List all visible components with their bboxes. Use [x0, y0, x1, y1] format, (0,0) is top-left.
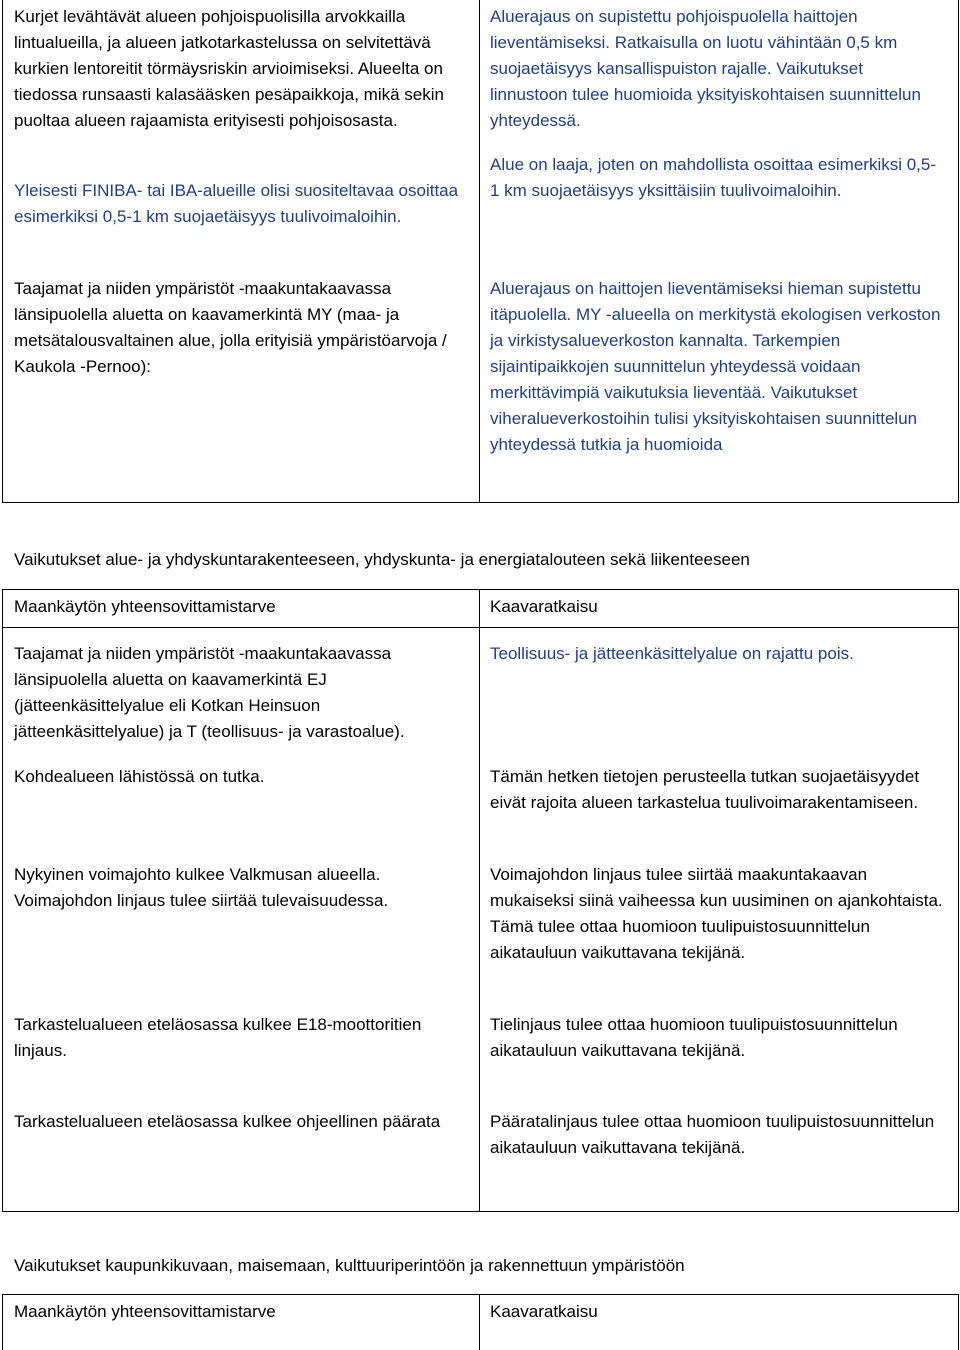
- table2-row-5-left: Tarkastelualueen eteläosassa kulkee ohjeellinen päärata: [14, 1112, 441, 1131]
- table2-border-middle: [479, 589, 480, 1212]
- table2-row-4-left: Tarkastelualueen eteläosassa kulkee E18-moottoritien linjaus.: [14, 1015, 422, 1060]
- table3-border-top: [2, 1294, 959, 1295]
- section3-heading: Vaikutukset kaupunkikuvaan, maisemaan, kulttuuriperintöön ja rakennettuun ympäristöön: [14, 1256, 685, 1275]
- table2-border-top: [2, 589, 959, 590]
- table2-row-1-left: Taajamat ja niiden ympäristöt -maakuntakaavassa länsipuolella aluetta on kaavamerkintä EJ (jätteenkäsittelyalue eli Kotkan Heinsuon jätteenkäsittelyalue) ja T (teollisuus- ja varastoalue).: [14, 644, 405, 741]
- table2-header-left: Maankäytön yhteensovittamistarve: [14, 597, 276, 616]
- table2-border-left: [2, 589, 3, 1212]
- table1-border-bottom: [2, 502, 959, 503]
- table1-border-left: [2, 0, 3, 503]
- table2-header-divider: [2, 627, 959, 628]
- table3-header-right: Kaavaratkaisu: [490, 1302, 598, 1321]
- table2-header-right: Kaavaratkaisu: [490, 597, 598, 616]
- table3-header-left: Maankäytön yhteensovittamistarve: [14, 1302, 276, 1321]
- table3-border-middle: [479, 1294, 480, 1350]
- table1-right-para-1: Aluerajaus on supistettu pohjoispuolella haittojen lieventämiseksi. Ratkaisulla on luotu vähintään 0,5 km suojaetäisyys kansallispuiston rajalle. Vaikutukset linnustoon tulee huomioida yksityiskohtaisen suunnittelun yhteydessä.: [490, 7, 921, 130]
- table2-border-bottom: [2, 1211, 959, 1212]
- table1-border-right: [958, 0, 959, 503]
- table2-row-3-left: Nykyinen voimajohto kulkee Valkmusan alueella. Voimajohdon linjaus tulee siirtää tulevaisuudessa.: [14, 865, 389, 910]
- table2-row-1-right: Teollisuus- ja jätteenkäsittelyalue on rajattu pois.: [490, 644, 854, 663]
- table1-left-para-3: Taajamat ja niiden ympäristöt -maakuntakaavassa länsipuolella aluetta on kaavamerkintä MY (maa- ja metsätalousvaltainen alue, jolla erityisiä ympäristöarvoja / Kaukola -Pernoo):: [14, 279, 447, 376]
- table2-border-right: [958, 589, 959, 1212]
- table2-row-5-right: Pääratalinjaus tulee ottaa huomioon tuulipuistosuunnittelun aikatauluun vaikuttavana tekijänä.: [490, 1112, 935, 1157]
- section2-heading: Vaikutukset alue- ja yhdyskuntarakenteeseen, yhdyskunta- ja energiatalouteen sekä liikenteeseen: [14, 550, 750, 569]
- table2-row-2-right: Tämän hetken tietojen perusteella tutkan suojaetäisyydet eivät rajoita alueen tarkastelua tuulivoimarakentamiseen.: [490, 767, 920, 812]
- table2-row-2-left: Kohdealueen lähistössä on tutka.: [14, 767, 265, 786]
- table2-row-4-right: Tielinjaus tulee ottaa huomioon tuulipuistosuunnittelun aikatauluun vaikuttavana tekijänä.: [490, 1015, 898, 1060]
- table1-left-para-1: Kurjet levähtävät alueen pohjoispuolisilla arvokkailla lintualueilla, ja alueen jatkotarkastelussa on selvitettävä kurkien lentoreitit törmäysriskin arvioimiseksi. Alueelta on tiedossa runsaasti kalasääsken pesäpaikkoja, mikä sekin puoltaa alueen rajaamista erityisesti pohjoisosasta.: [14, 7, 444, 130]
- table3-border-left: [2, 1294, 3, 1350]
- table1-border-middle: [479, 0, 480, 503]
- table1-right-para-2: Alue on laaja, joten on mahdollista osoittaa esimerkiksi 0,5-1 km suojaetäisyys yksittäisiin tuulivoimaloihin.: [490, 155, 937, 200]
- table3-border-right: [958, 1294, 959, 1350]
- table1-right-para-3: Aluerajaus on haittojen lieventämiseksi hieman supistettu itäpuolella. MY -alueella on merkitystä ekologisen verkoston ja virkistysalueverkoston kannalta. Tarkempien sijaintipaikkojen suunnittelun yhteydessä voidaan merkittävimpiä vaikutuksia lieventää. Vaikutukset viheralueverkostoihin tulisi yksityiskohtaisen suunnittelun yhteydessä tutkia ja huomioida: [490, 279, 941, 454]
- table2-row-3-right: Voimajohdon linjaus tulee siirtää maakuntakaavan mukaiseksi siinä vaiheessa kun uusiminen on ajankohtaista. Tämä tulee ottaa huomioon tuulipuistosuunnittelun aikatauluun vaikuttavana tekijänä.: [490, 865, 943, 962]
- table1-left-para-2: Yleisesti FINIBA- tai IBA-alueille olisi suositeltavaa osoittaa esimerkiksi 0,5-1 km suojaetäisyys tuulivoimaloihin.: [14, 181, 459, 226]
